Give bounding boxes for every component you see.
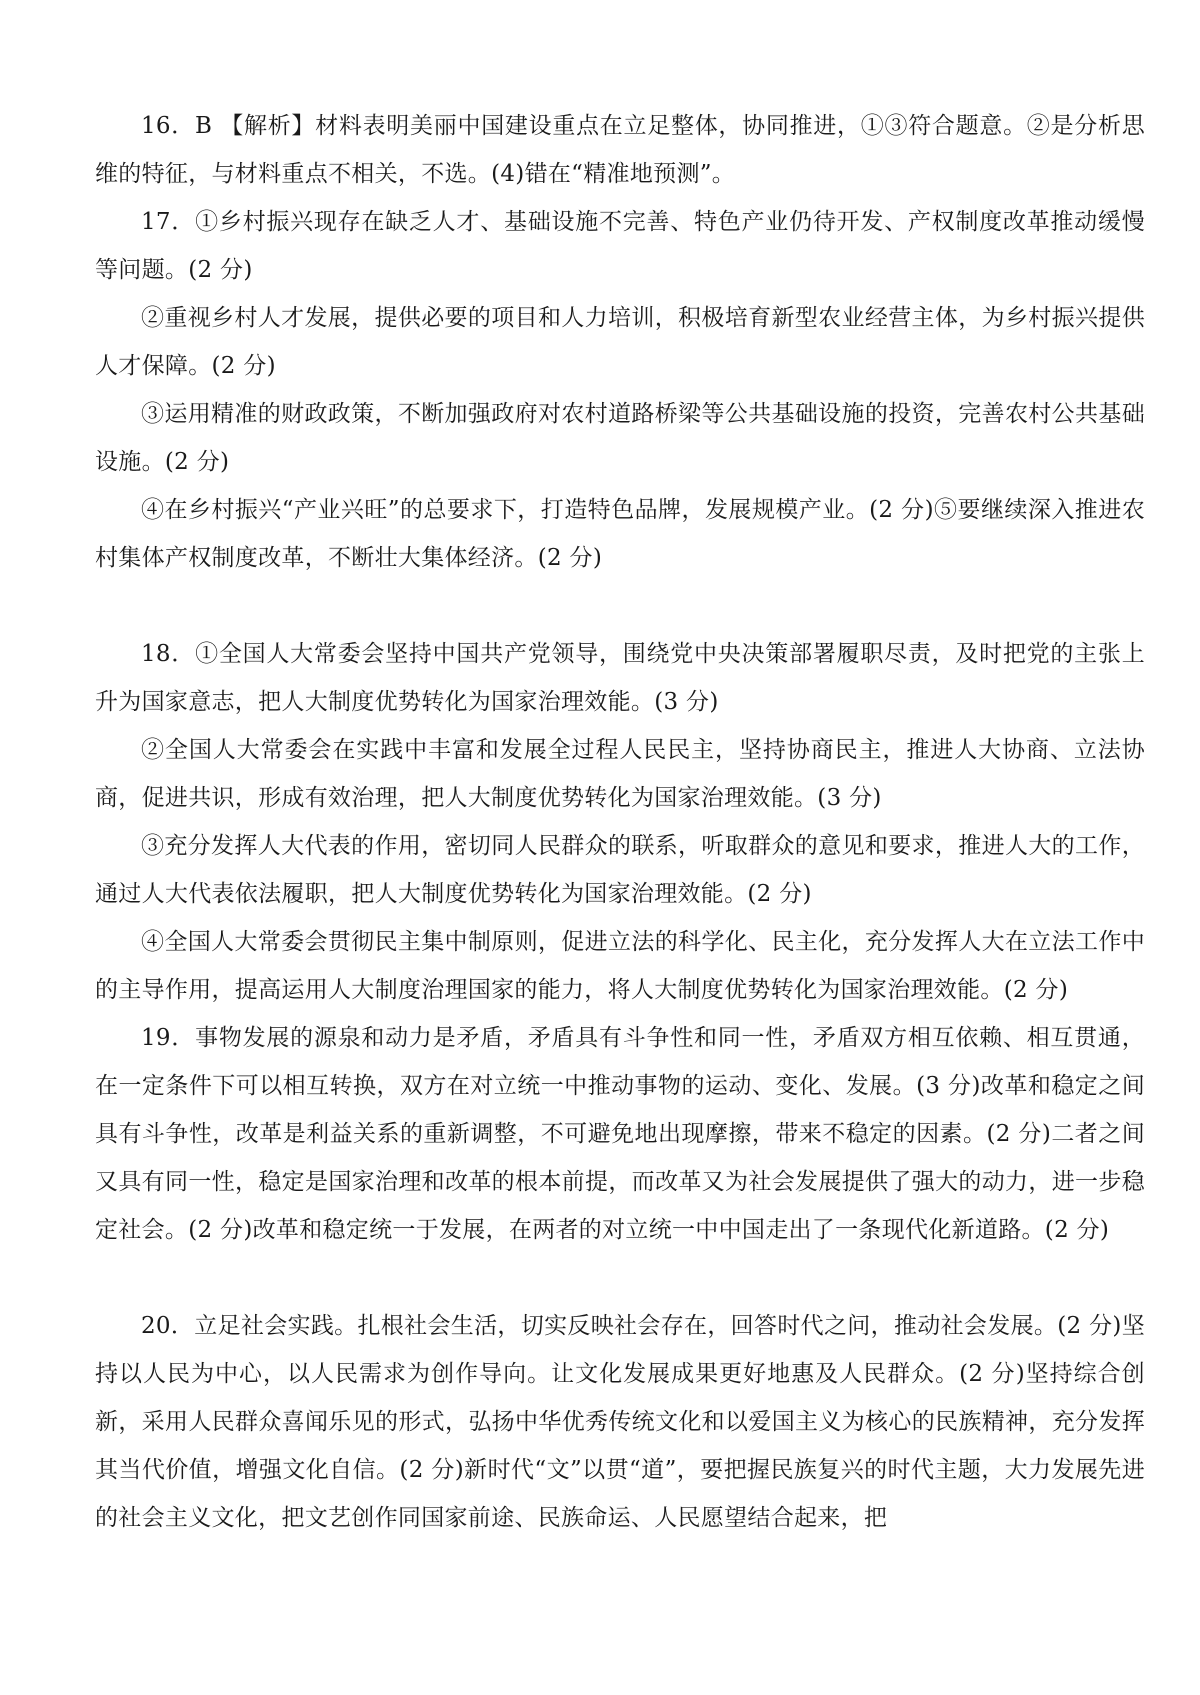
answer-16: 16．B 【解析】材料表明美丽中国建设重点在立足整体，协同推进，①③符合题意。②是分析思维的特征，与材料重点不相关，不选。(4)错在“精准地预测”。 (95, 113, 1145, 187)
answer-17-part-2: ②重视乡村人才发展，提供必要的项目和人力培训，积极培育新型农业经营主体，为乡村振兴提供人才保障。(2 分) (95, 305, 1145, 379)
answer-18-part-3: ③充分发挥人大代表的作用，密切同人民群众的联系，听取群众的意见和要求，推进人大的工作，通过人大代表依法履职，把人大制度优势转化为国家治理效能。(2 分) (95, 833, 1145, 907)
answer-18-part-4: ④全国人大常委会贯彻民主集中制原则，促进立法的科学化、民主化，充分发挥人大在立法工作中的主导作用，提高运用人大制度治理国家的能力，将人大制度优势转化为国家治理效能。(2 分) (95, 929, 1145, 1003)
answer-18-part-1: 18．①全国人大常委会坚持中国共产党领导，围绕党中央决策部署履职尽责，及时把党的主张上升为国家意志，把人大制度优势转化为国家治理效能。(3 分) (95, 641, 1145, 715)
section-gap (95, 582, 1145, 630)
answer-page (95, 102, 1145, 1542)
section-gap (95, 1254, 1145, 1302)
answer-17-part-4: ④在乡村振兴“产业兴旺”的总要求下，打造特色品牌，发展规模产业。(2 分)⑤要继续深入推进农村集体产权制度改革，不断壮大集体经济。(2 分) (95, 497, 1145, 571)
answer-19: 19．事物发展的源泉和动力是矛盾，矛盾具有斗争性和同一性，矛盾双方相互依赖、相互贯通，在一定条件下可以相互转换，双方在对立统一中推动事物的运动、变化、发展。(3 分)改革和稳定之间具有斗争性，改革是利益关系的重新调整，不可避免地出现摩擦，带来不稳定的因素。(2 分)二者之间又具有同一性，稳定是国家治理和改革的根本前提，而改革又为社会发展提供了强大的动力，进一步稳定社会。(2 分)改革和稳定统一于发展，在两者的对立统一中中国走出了一条现代化新道路。(2 分) (95, 1025, 1145, 1243)
answer-18-part-2: ②全国人大常委会在实践中丰富和发展全过程人民民主，坚持协商民主，推进人大协商、立法协商，促进共识，形成有效治理，把人大制度优势转化为国家治理效能。(3 分) (95, 737, 1145, 811)
answer-17-part-1: 17．①乡村振兴现存在缺乏人才、基础设施不完善、特色产业仍待开发、产权制度改革推动缓慢等问题。(2 分) (95, 209, 1145, 283)
answer-20: 20．立足社会实践。扎根社会生活，切实反映社会存在，回答时代之问，推动社会发展。(2 分)坚持以人民为中心，以人民需求为创作导向。让文化发展成果更好地惠及人民群众。(2 分)坚持综合创新，采用人民群众喜闻乐见的形式，弘扬中华优秀传统文化和以爱国主义为核心的民族精神，充分发挥其当代价值，增强文化自信。(2 分)新时代“文”以贯“道”，要把握民族复兴的时代主题，大力发展先进的社会主义文化，把文艺创作同国家前途、民族命运、人民愿望结合起来，把 (95, 1313, 1145, 1531)
answer-17-part-3: ③运用精准的财政政策，不断加强政府对农村道路桥梁等公共基础设施的投资，完善农村公共基础设施。(2 分) (95, 401, 1145, 475)
